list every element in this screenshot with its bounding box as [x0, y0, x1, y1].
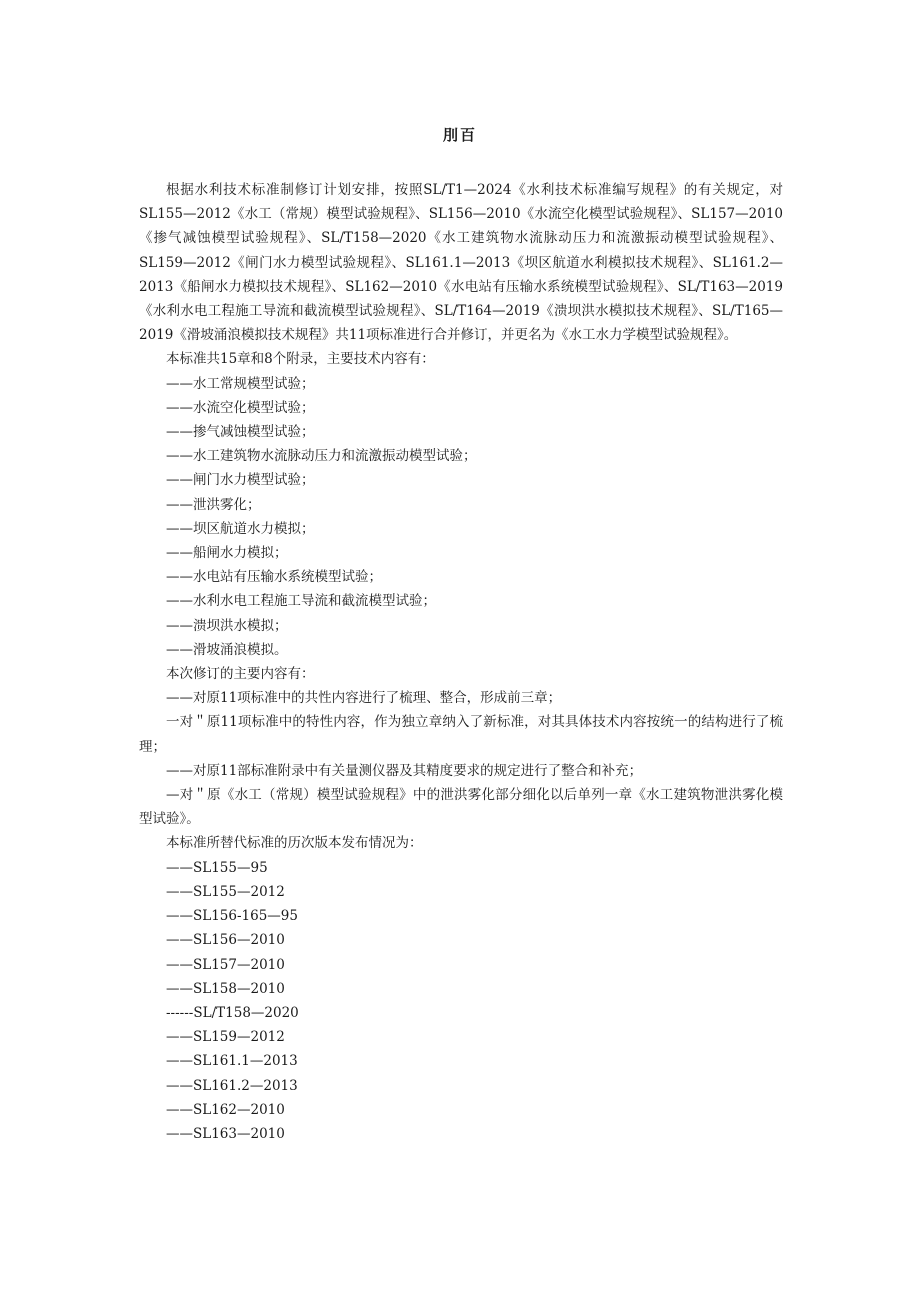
list-item: ——船闸水力模拟；	[166, 545, 288, 562]
list-item: ——SL163—2010	[166, 1125, 285, 1142]
list-item: ——SL156—2010	[166, 932, 285, 949]
contents-list	[139, 372, 783, 662]
intro-paragraph: 根据水利技术标准制修订计划安排，按照SL/T1—2024《水利技术标准编写规程》的有关规定，对SL155—2012《水工（常规）模型试验规程》、SL156—2010《水流空化模型试验规程》、SL157—2010《掺气减蚀模型试验规程》、SL/T158—2020《水工建筑物水流脉动压力和流激振动模型试验规程》、SL159—2012《闸门水力模型试验规程》、SL161.1—2013《坝区航道水利模拟技术规程》、SL161.2—2013《船闸水力模拟技术规程》、SL162—2010《水电站有压输水系统模型试验规程》、SL/T163—2019《水利水电工程施工导流和截流模型试验规程》、SL/T164—2019《溃坝洪水模拟技术规程》、SL/T165—2019《滑坡涌浪模拟技术规程》共11项标准进行合并修订，并更名为《水工水力学模型试验规程》。	[139, 182, 783, 344]
list-item: ——SL155—2012	[166, 883, 285, 900]
list-item: ——SL157—2010	[166, 956, 285, 973]
page-title: 刖百	[442, 126, 477, 144]
list-item: ——水流空化模型试验；	[166, 399, 315, 416]
list-item: —对＂原《水工（常规）模型试验规程》中的泄洪雾化部分细化以后单列一章《水工建筑物泄洪雾化模型试验》。	[139, 787, 783, 828]
list-item: ——溃坝洪水模拟；	[166, 617, 288, 634]
list-item: ——水工建筑物水流脉动压力和流激振动模型试验；	[166, 448, 477, 465]
list-item: ——坝区航道水力模拟；	[166, 520, 315, 537]
revision-intro: 本次修订的主要内容有：	[166, 666, 315, 683]
contents-intro: 本标准共15章和8个附录，主要技术内容有：	[166, 351, 435, 368]
list-item: ——SL161.1—2013	[166, 1053, 298, 1070]
list-item: 一对＂原11项标准中的特性内容，作为独立章纳入了新标准，对其具体技术内容按统一的结构进行了梳理；	[139, 714, 783, 755]
history-list	[139, 856, 783, 1146]
list-item: ——SL162—2010	[166, 1101, 285, 1118]
list-item: ——SL158—2010	[166, 980, 285, 997]
list-item: ——SL155—95	[166, 859, 268, 876]
revision-list	[139, 686, 783, 831]
list-item: ——对原11项标准中的共性内容进行了梳理、整合，形成前三章；	[166, 690, 562, 707]
list-item: ------SL/T158—2020	[166, 1004, 299, 1021]
list-item: ——SL161.2—2013	[166, 1077, 298, 1094]
list-item: ——闸门水力模型试验；	[166, 472, 315, 489]
list-item: ——掺气减蚀模型试验；	[166, 424, 315, 441]
list-item: ——水利水电工程施工导流和截流模型试验；	[166, 593, 436, 610]
list-item: ——SL159—2012	[166, 1029, 285, 1046]
list-item: ——水电站有压输水系统模型试验；	[166, 569, 382, 586]
list-item: ——水工常规模型试验；	[166, 375, 315, 392]
document-body	[139, 178, 783, 1146]
list-item: ——SL156-165—95	[166, 908, 298, 925]
list-item: ——滑坡涌浪模拟。	[166, 641, 288, 658]
list-item: ——泄洪雾化；	[166, 496, 261, 513]
list-item: ——对原11部标准附录中有关量测仪器及其精度要求的规定进行了整合和补充；	[166, 762, 643, 779]
history-intro: 本标准所替代标准的历次版本发布情况为：	[166, 835, 423, 852]
